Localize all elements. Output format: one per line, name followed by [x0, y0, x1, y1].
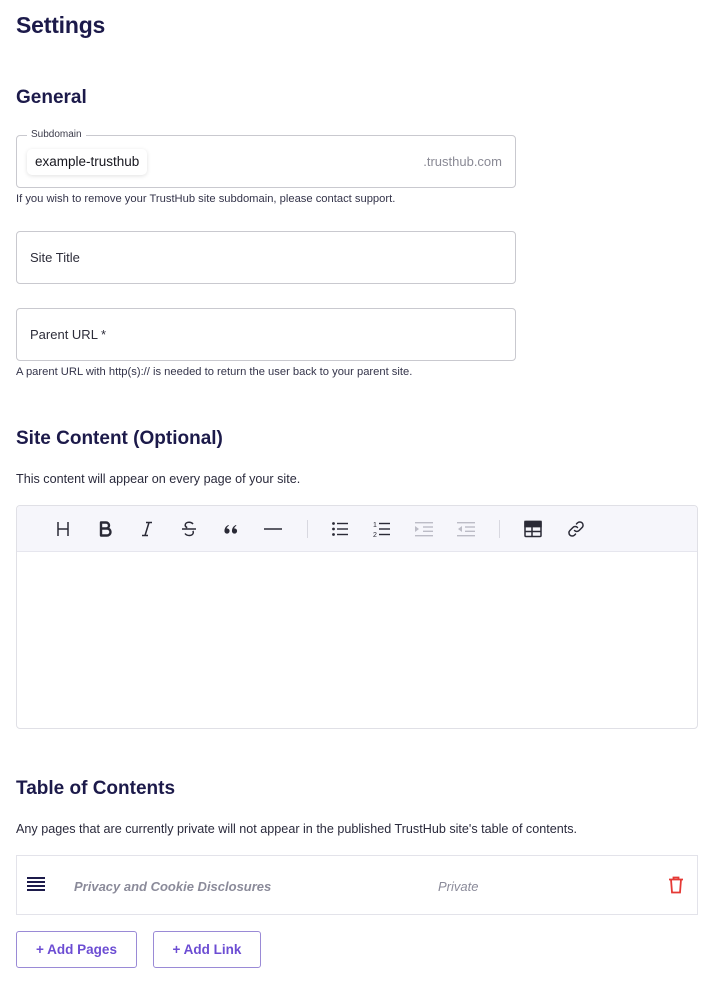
- subdomain-field[interactable]: [16, 129, 516, 188]
- heading-icon[interactable]: [51, 517, 75, 541]
- bullet-list-icon[interactable]: [328, 517, 352, 541]
- table-icon[interactable]: [521, 517, 545, 541]
- subdomain-help-text: If you wish to remove your TrustHub site subdomain, please contact support.: [16, 193, 396, 205]
- drag-handle-icon[interactable]: [27, 876, 47, 892]
- horizontal-rule-icon[interactable]: [261, 517, 285, 541]
- link-icon[interactable]: [564, 517, 588, 541]
- italic-icon[interactable]: [135, 517, 159, 541]
- subdomain-suffix: .trusthub.com: [423, 154, 502, 169]
- indent-icon[interactable]: [412, 517, 436, 541]
- site-content-section-title: Site Content (Optional): [16, 428, 223, 449]
- site-title-field[interactable]: [16, 231, 516, 284]
- add-link-button[interactable]: + Add Link: [153, 931, 261, 968]
- toc-item-status: Private: [438, 879, 479, 894]
- strikethrough-icon[interactable]: [177, 517, 201, 541]
- parent-url-help-text: A parent URL with http(s):// is needed to return the user back to your parent site.: [16, 366, 413, 378]
- outdent-icon[interactable]: [454, 517, 478, 541]
- toolbar-divider: [307, 520, 308, 538]
- toc-item-row[interactable]: [16, 855, 698, 915]
- bold-icon[interactable]: [93, 517, 117, 541]
- parent-url-placeholder: Parent URL *: [30, 327, 107, 342]
- site-content-description: This content will appear on every page of your site.: [16, 472, 301, 486]
- blockquote-icon[interactable]: [219, 517, 243, 541]
- subdomain-label: Subdomain: [27, 129, 86, 140]
- svg-text:1: 1: [373, 522, 377, 529]
- subdomain-value[interactable]: example-trusthub: [27, 149, 147, 175]
- add-pages-button[interactable]: + Add Pages: [16, 931, 137, 968]
- ordered-list-icon[interactable]: [370, 517, 394, 541]
- toc-item-name[interactable]: Privacy and Cookie Disclosures: [74, 879, 272, 894]
- delete-icon[interactable]: [668, 876, 684, 894]
- toolbar-divider: [499, 520, 500, 538]
- rich-text-editor[interactable]: [16, 505, 698, 729]
- svg-text:2: 2: [373, 532, 377, 539]
- page-title: Settings: [16, 12, 106, 38]
- editor-content-area[interactable]: [17, 552, 697, 728]
- general-section-title: General: [16, 87, 87, 108]
- editor-toolbar: [17, 506, 697, 552]
- toc-section-title: Table of Contents: [16, 778, 176, 799]
- site-title-placeholder: Site Title: [30, 250, 80, 265]
- parent-url-field[interactable]: [16, 308, 516, 361]
- toc-description: Any pages that are currently private will not appear in the published TrustHub site's table of contents.: [16, 822, 578, 836]
